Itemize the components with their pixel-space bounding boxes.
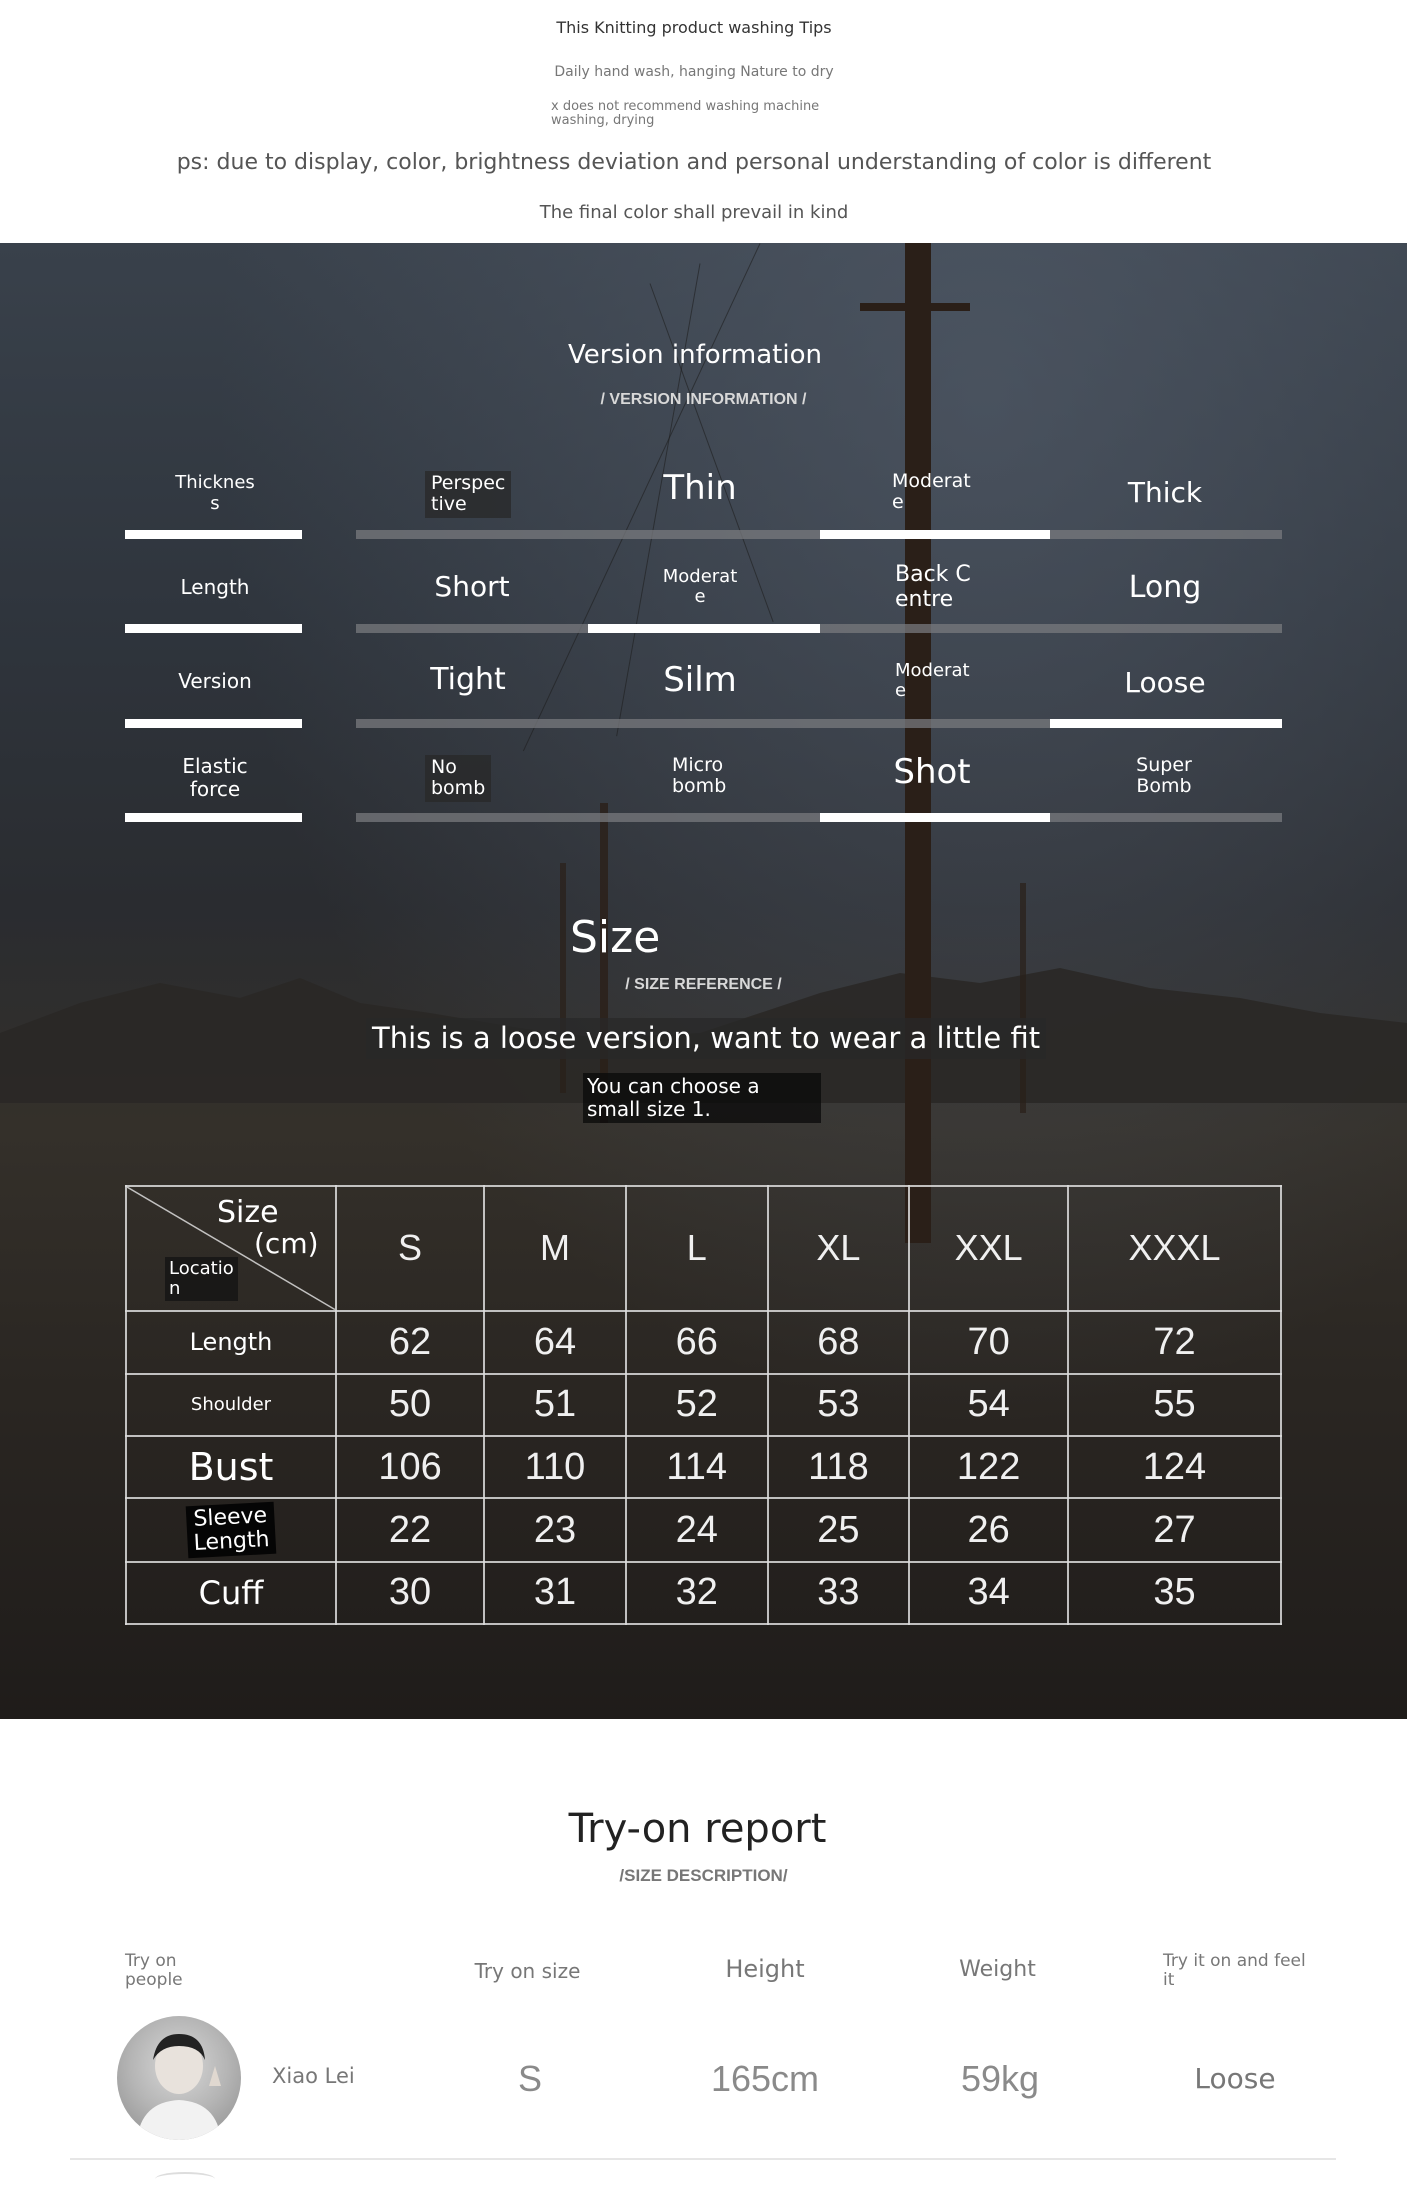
cell: 106 [336,1436,484,1498]
tips-hand-wash: Daily hand wash, hanging Nature to dry [554,64,834,80]
cell: 122 [909,1436,1068,1498]
label-underline [125,530,302,539]
cell: 124 [1068,1436,1281,1498]
col-L: L [626,1186,768,1311]
cell: 110 [484,1436,626,1498]
scale-selected [820,813,1050,822]
tips-ps-note: ps: due to display, color, brightness deviation and personal understanding of color is different [176,150,1212,175]
tryon-title: Try-on report [568,1806,827,1852]
cell: 25 [768,1498,910,1561]
scale-track [356,530,1282,539]
utility-pole-crossbar [860,303,970,311]
option-long: Long [1128,570,1202,605]
option-moderate: Moderat e [895,660,970,702]
cell: 26 [909,1498,1068,1561]
cell: 53 [768,1374,910,1436]
row-label: Version [178,669,252,693]
table-row [126,1562,1281,1624]
row-label-cuff: Cuff [126,1562,336,1624]
cell: 51 [484,1374,626,1436]
option-super-bomb: Super Bomb [1136,754,1192,798]
cell: 34 [909,1562,1068,1624]
cell: 35 [1068,1562,1281,1624]
person-height: 165cm [710,2058,820,2099]
scale-selected [1050,719,1282,728]
option-shot: Shot [893,752,971,792]
next-avatar-edge [155,2172,215,2186]
size-title: Size [570,912,661,963]
row-label: Thicknes s [175,472,255,514]
label-underline [125,719,302,728]
option-perspective: Perspec tive [425,471,511,518]
tips-title: This Knitting product washing Tips [556,18,832,37]
header-feel: Try it on and feel it [1163,1951,1306,1990]
version-info-title: Version information [568,340,822,370]
tryon-subtitle: /SIZE DESCRIPTION/ [619,1866,788,1885]
cell: 66 [626,1311,768,1374]
cell: 64 [484,1311,626,1374]
option-moderate: Moderat e [892,470,971,514]
col-XXL: XXL [909,1186,1068,1311]
col-M: M [484,1186,626,1311]
cell: 54 [909,1374,1068,1436]
cell: 55 [1068,1374,1281,1436]
tips-final-color: The final color shall prevail in kind [539,202,849,223]
person-weight: 59kg [960,2058,1040,2099]
cell: 30 [336,1562,484,1624]
row-label-sleeve-length [126,1498,336,1561]
cell: 70 [909,1311,1068,1374]
row-label-bust: Bust [126,1436,336,1498]
label-underline [125,813,302,822]
person-size: S [517,2058,542,2099]
row-divider [70,2158,1336,2160]
cell: 22 [336,1498,484,1561]
person-feel: Loose [1194,2062,1276,2095]
header-weight: Weight [959,1957,1036,1982]
corner-location: Locatio n [165,1257,238,1301]
table-row [126,1436,1281,1498]
cell: 68 [768,1311,910,1374]
cell: 23 [484,1498,626,1561]
col-XL: XL [768,1186,910,1311]
col-XXXL: XXXL [1068,1186,1281,1311]
option-short: Short [434,570,510,603]
person-photo-icon [117,2016,241,2140]
label-underline [125,624,302,633]
size-subtitle: / SIZE REFERENCE / [625,976,782,993]
cell: 114 [626,1436,768,1498]
option-loose: Loose [1124,666,1206,699]
row-label-shoulder: Shoulder [126,1374,336,1436]
size-table-header [126,1186,1281,1311]
table-row [126,1311,1281,1374]
row-label: Length [180,575,250,599]
header-try-on-people: Try on people [125,1951,183,1990]
table-row [126,1498,1281,1561]
table-row [126,1374,1281,1436]
cell: 62 [336,1311,484,1374]
option-silm: Silm [663,660,737,700]
corner-size: Size [217,1195,279,1230]
size-note-small: You can choose a small size 1. [583,1073,821,1123]
corner-unit: (cm) [254,1227,319,1260]
cell: 72 [1068,1311,1281,1374]
scale-track [356,813,1282,822]
col-S: S [336,1186,484,1311]
cell: 52 [626,1374,768,1436]
avatar [117,2016,241,2140]
cell: 27 [1068,1498,1281,1561]
cell: 31 [484,1562,626,1624]
tips-no-machine: x does not recommend washing machine washing, drying [551,99,820,128]
person-name: Xiao Lei [272,2064,355,2088]
option-thick: Thick [1127,476,1203,509]
option-tight: Tight [430,662,506,697]
option-no-bomb: No bomb [425,755,491,802]
option-micro-bomb: Micro bomb [672,754,727,798]
option-thin: Thin [663,468,737,508]
option-moderate: Moderat e [662,566,738,608]
scale-selected [588,624,820,633]
utility-pole-far [1020,883,1026,1113]
header-height: Height [725,1955,805,1983]
cell: 32 [626,1562,768,1624]
cell: 33 [768,1562,910,1624]
size-table [125,1185,1282,1625]
size-table-corner [126,1186,336,1311]
cell: 50 [336,1374,484,1436]
cell: 118 [768,1436,910,1498]
row-label-length: Length [126,1311,336,1374]
row-label: Elastic force [182,754,248,801]
sleeve-length-label: Sleeve Length [186,1502,277,1559]
scale-selected [820,530,1050,539]
option-back-centre: Back C entre [895,562,971,612]
cell: 24 [626,1498,768,1561]
header-try-on-size: Try on size [474,1959,581,1983]
version-info-subtitle: / VERSION INFORMATION / [600,391,807,408]
product-info-panel [0,243,1407,1719]
size-note-loose: This is a loose version, want to wear a little fit [366,1018,1046,1059]
